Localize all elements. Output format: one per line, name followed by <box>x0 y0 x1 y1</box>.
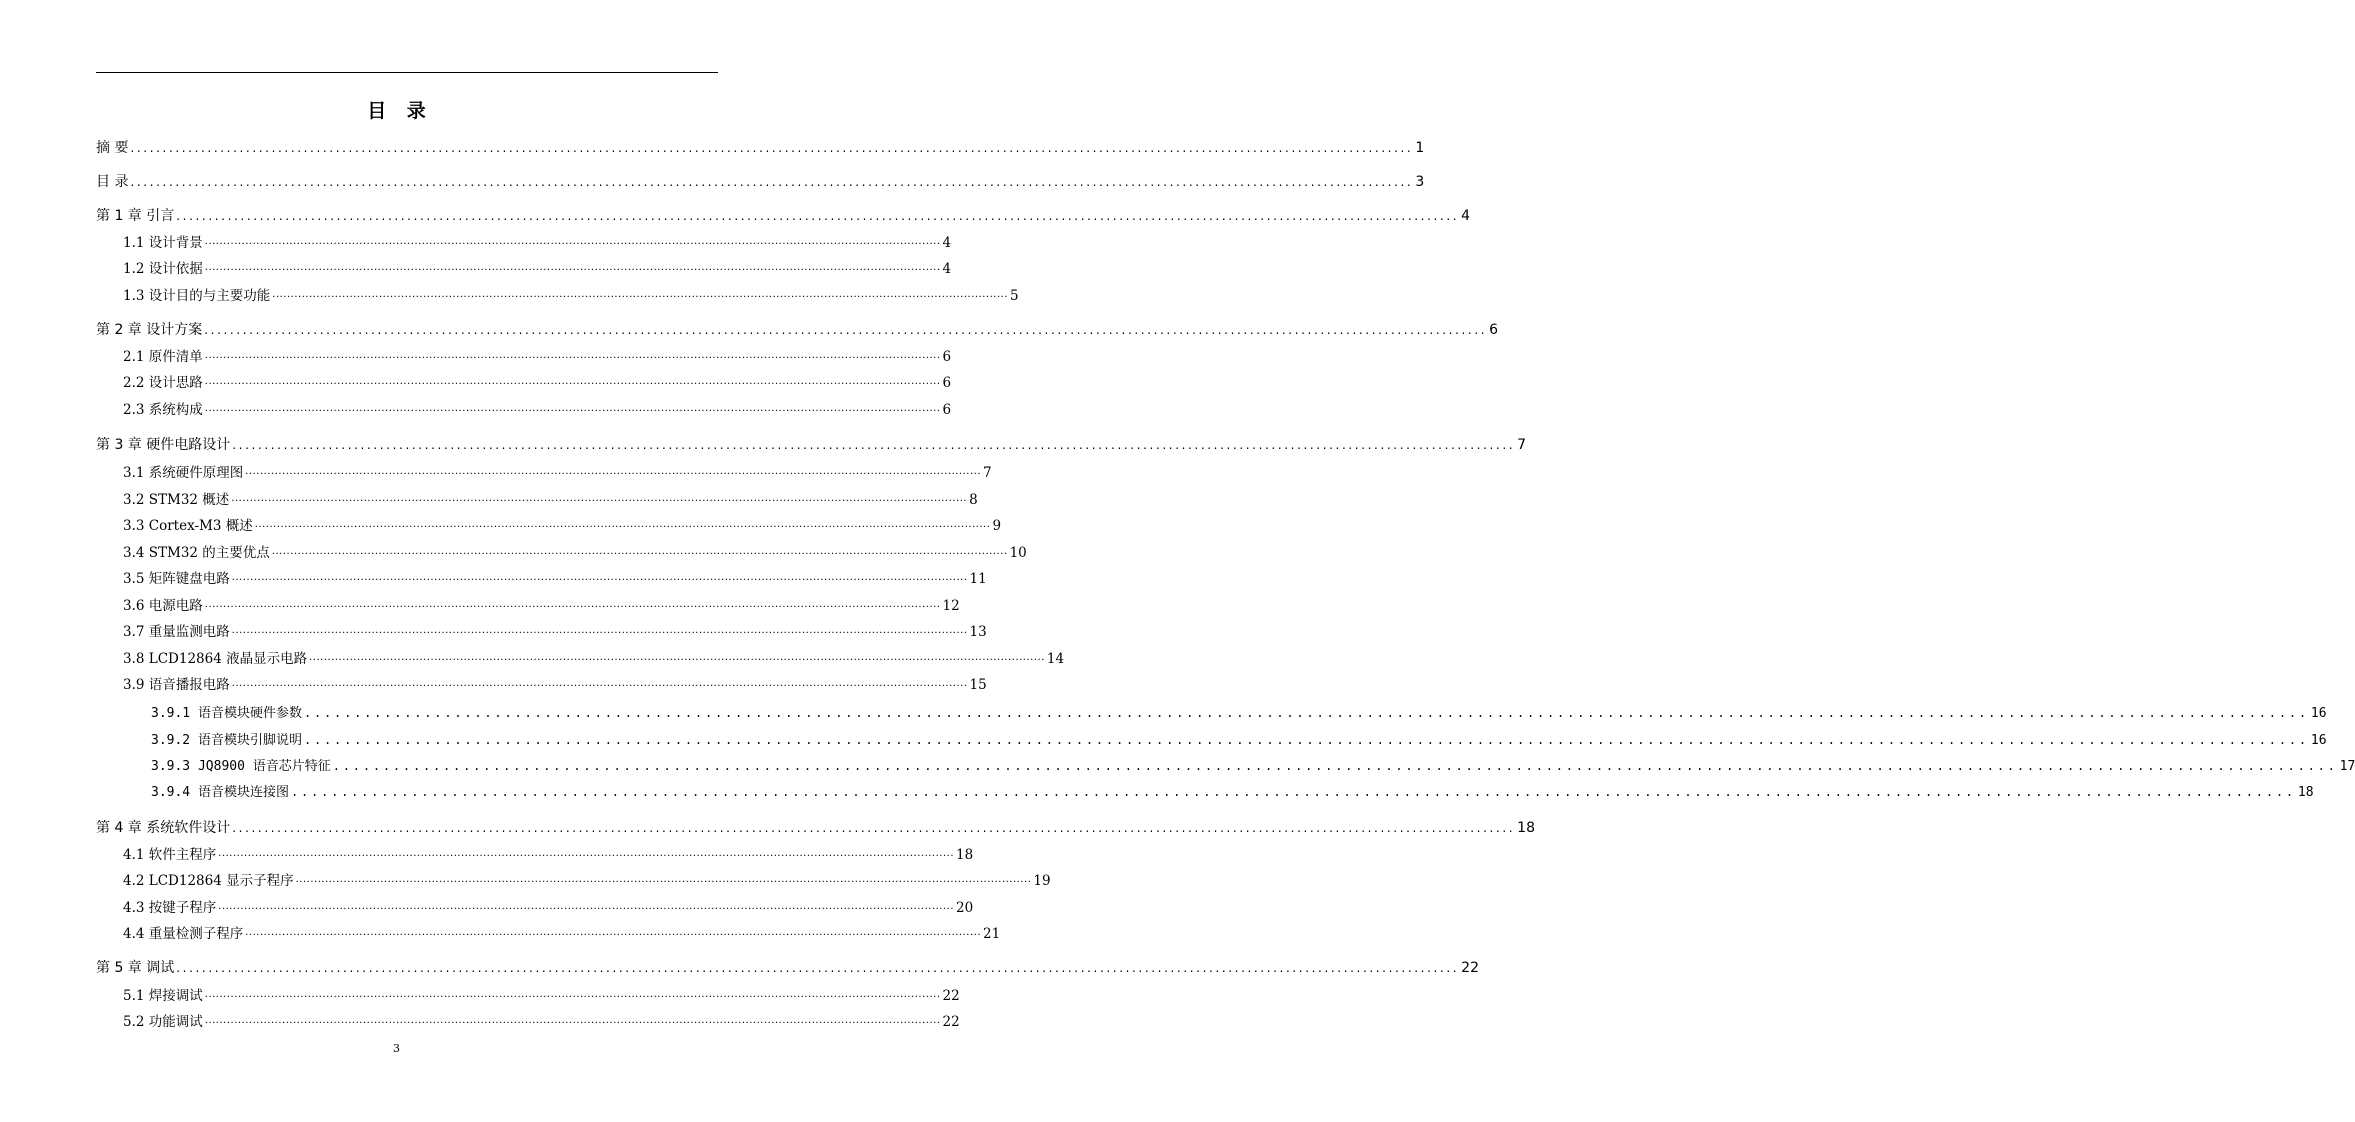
toc-dot-leader: ········································································································································································································ <box>231 628 968 639</box>
toc-entry[interactable] <box>96 818 1535 838</box>
toc-entry-label: 3.7 重量监测电路 <box>123 624 230 640</box>
toc-entry-label: 3.6 电源电路 <box>123 598 203 614</box>
toc-entry-label: 5.1 焊接调试 <box>123 988 203 1004</box>
toc-entry-page: 14 <box>1046 651 1065 667</box>
page-title: 目 录 <box>367 100 426 122</box>
toc-dot-leader: ········································································································································································································ <box>204 379 941 390</box>
toc-entry-label: 摘 要 <box>96 140 129 156</box>
toc-entry-page: 6 <box>1489 322 1499 338</box>
toc-entry-label: 第 4 章 系统软件设计 <box>96 820 231 836</box>
toc-dot-leader: ········································································································································································································ <box>204 992 941 1003</box>
toc-entry-label: 4.1 软件主程序 <box>123 847 217 863</box>
toc-entry-page: 1 <box>1415 140 1425 156</box>
toc-entry-page: 18 <box>2297 785 2314 800</box>
toc-entry-page: 4 <box>942 261 952 277</box>
toc-entry-label: 3.4 STM32 的主要优点 <box>123 545 270 561</box>
toc-entry[interactable] <box>123 373 952 393</box>
toc-dot-leader: ········································································································································································································ <box>204 239 941 250</box>
toc-entry-label: 第 1 章 引言 <box>96 208 175 224</box>
toc-entry-page: 4 <box>942 235 952 251</box>
toc-entry-label: 3.9.3 JQ8900 语音芯片特征 <box>151 759 331 774</box>
toc-entry-label: 2.1 原件清单 <box>123 349 203 365</box>
toc-entry-page: 5 <box>1010 288 1019 304</box>
toc-entry-page: 22 <box>942 1014 960 1030</box>
toc-entry-page: 12 <box>942 598 960 614</box>
toc-entry[interactable] <box>123 233 952 253</box>
toc-entry[interactable] <box>96 320 1499 340</box>
toc-entry-label: 3.1 系统硬件原理图 <box>123 465 244 481</box>
toc-dot-leader: ········································································································································································································ <box>231 496 968 507</box>
toc-entry[interactable] <box>123 675 987 695</box>
toc-entry-page: 22 <box>942 988 960 1004</box>
toc-entry[interactable] <box>123 986 960 1006</box>
toc-entry[interactable] <box>123 286 1019 306</box>
toc-entry[interactable] <box>123 347 952 367</box>
toc-dot-leader: ········································································································································································································ <box>204 265 941 276</box>
toc-entry-page: 16 <box>2310 733 2327 748</box>
toc-entry-page: 19 <box>1033 873 1051 889</box>
toc-entry-page: 6 <box>942 349 952 365</box>
toc-entry-page: 20 <box>956 900 974 916</box>
toc-dot-leader: ........................................................................................................................................................................................................ <box>332 759 2338 773</box>
toc-dot-leader: ........................................................................................................................................................................................................ <box>130 175 1414 189</box>
toc-entry-page: 21 <box>983 926 1001 942</box>
toc-entry-label: 2.3 系统构成 <box>123 402 203 418</box>
toc-entry-page: 18 <box>1517 820 1535 836</box>
toc-entry-page: 7 <box>983 465 992 481</box>
toc-entry-label: 3.5 矩阵键盘电路 <box>123 571 230 587</box>
toc-entry-label: 1.2 设计依据 <box>123 261 203 277</box>
toc-entry-label: 第 3 章 硬件电路设计 <box>96 437 231 453</box>
toc-entry[interactable] <box>96 435 1527 455</box>
toc-entry-label: 3.8 LCD12864 液晶显示电路 <box>123 651 308 667</box>
toc-dot-leader: ········································································································································································································ <box>231 681 968 692</box>
header-rule <box>96 72 718 73</box>
toc-entry-label: 1.3 设计目的与主要功能 <box>123 288 271 304</box>
toc-entry-label: 3.2 STM32 概述 <box>123 492 230 508</box>
toc-entry-page: 15 <box>969 677 987 693</box>
toc-dot-leader: ········································································································································································································ <box>204 602 941 613</box>
toc-entry-page: 7 <box>1517 437 1527 453</box>
toc-entry-label: 3.9.2 语音模块引脚说明 <box>151 733 302 748</box>
toc-entry[interactable] <box>123 259 952 279</box>
toc-entry-page: 9 <box>992 518 1002 534</box>
toc-entry-label: 目 录 <box>96 174 129 190</box>
toc-dot-leader: ········································································································································································································ <box>204 1018 941 1029</box>
toc-entry-label: 4.3 按键子程序 <box>123 900 217 916</box>
toc-entry-page: 8 <box>969 492 978 508</box>
toc-dot-leader: ········································································································································································································ <box>309 655 1045 666</box>
toc-entry[interactable] <box>123 898 974 918</box>
toc-entry[interactable] <box>123 543 1027 563</box>
toc-entry[interactable] <box>123 569 987 589</box>
toc-entry[interactable] <box>151 756 2355 776</box>
toc-entry-label: 4.2 LCD12864 显示子程序 <box>123 873 294 889</box>
toc-dot-leader: ········································································································································································································ <box>254 522 991 533</box>
toc-entry[interactable] <box>123 649 1065 669</box>
toc-dot-leader: ........................................................................................................................................................................................................ <box>204 323 1488 337</box>
toc-entry-label: 5.2 功能调试 <box>123 1014 203 1030</box>
toc-entry[interactable] <box>123 622 987 642</box>
toc-dot-leader: ········································································································································································································ <box>295 877 1032 888</box>
toc-dot-leader: ········································································································································································································ <box>218 851 955 862</box>
toc-entry[interactable] <box>151 703 2327 723</box>
toc-entry-page: 13 <box>969 624 987 640</box>
toc-dot-leader: ········································································································································································································ <box>245 469 982 480</box>
toc-entry-label: 第 5 章 调试 <box>96 960 175 976</box>
toc-entry-label: 2.2 设计思路 <box>123 375 203 391</box>
toc-entry-label: 3.9.1 语音模块硬件参数 <box>151 706 302 721</box>
toc-dot-leader: ········································································································································································································ <box>231 575 968 586</box>
toc-dot-leader: ........................................................................................................................................................................................................ <box>232 438 1516 452</box>
toc-entry-page: 11 <box>969 571 987 587</box>
toc-entry-label: 3.3 Cortex-M3 概述 <box>123 518 253 534</box>
toc-entry-label: 3.9.4 语音模块连接图 <box>151 785 289 800</box>
toc-entry-page: 10 <box>1009 545 1027 561</box>
toc-entry[interactable] <box>123 924 1001 944</box>
toc-dot-leader: ........................................................................................................................................................................................................ <box>176 961 1460 975</box>
toc-entry-label: 4.4 重量检测子程序 <box>123 926 244 942</box>
toc-entry[interactable] <box>123 871 1051 891</box>
toc-entry[interactable] <box>123 845 974 865</box>
toc-dot-leader: ........................................................................................................................................................................................................ <box>176 209 1460 223</box>
toc-dot-leader: ········································································································································································································ <box>218 904 955 915</box>
toc-entry[interactable] <box>123 516 1002 536</box>
toc-entry-page: 6 <box>942 375 952 391</box>
toc-entry[interactable] <box>96 206 1471 226</box>
toc-entry[interactable] <box>123 1012 960 1032</box>
toc-entry-page: 6 <box>942 402 952 418</box>
toc-entry[interactable] <box>123 400 952 420</box>
toc-dot-leader: ········································································································································································································ <box>271 549 1008 560</box>
toc-dot-leader: ········································································································································································································ <box>245 930 982 941</box>
toc-dot-leader: ........................................................................................................................................................................................................ <box>130 141 1414 155</box>
toc-entry-page: 18 <box>956 847 974 863</box>
toc-entry[interactable] <box>96 138 1425 158</box>
toc-dot-leader: ........................................................................................................................................................................................................ <box>303 706 2309 720</box>
toc-entry-page: 4 <box>1461 208 1471 224</box>
toc-dot-leader: ........................................................................................................................................................................................................ <box>290 785 2296 799</box>
toc-dot-leader: ········································································································································································································ <box>204 406 941 417</box>
toc-entry-label: 3.9 语音播报电路 <box>123 677 230 693</box>
toc-entry[interactable] <box>151 782 2314 802</box>
toc-entry-page: 17 <box>2339 759 2355 774</box>
toc-entry-label: 1.1 设计背景 <box>123 235 203 251</box>
toc-dot-leader: ........................................................................................................................................................................................................ <box>232 821 1516 835</box>
toc-entry[interactable] <box>123 490 978 510</box>
toc-dot-leader: ········································································································································································································ <box>272 292 1009 303</box>
toc-entry[interactable] <box>123 463 992 483</box>
page-number: 3 <box>393 1042 400 1055</box>
toc-entry-page: 22 <box>1461 960 1479 976</box>
toc-entry[interactable] <box>96 172 1425 192</box>
toc-entry-page: 3 <box>1415 174 1425 190</box>
toc-dot-leader: ........................................................................................................................................................................................................ <box>303 733 2309 747</box>
toc-dot-leader: ········································································································································································································ <box>204 353 941 364</box>
toc-entry[interactable] <box>151 730 2327 750</box>
toc-entry[interactable] <box>96 958 1479 978</box>
toc-entry-label: 第 2 章 设计方案 <box>96 322 203 338</box>
toc-entry-page: 16 <box>2310 706 2327 721</box>
toc-entry[interactable] <box>123 596 960 616</box>
